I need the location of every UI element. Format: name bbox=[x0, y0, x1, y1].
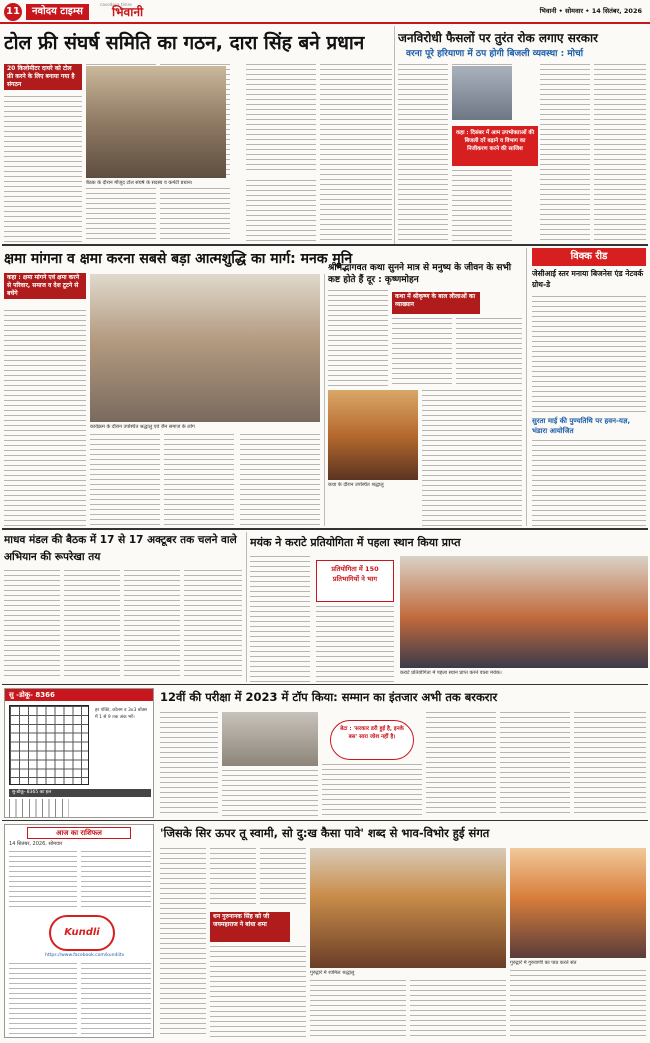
madhav-body-1 bbox=[4, 570, 60, 680]
section-name: भिवानी bbox=[112, 5, 144, 19]
page-number: 11 bbox=[4, 3, 22, 21]
power-body-1 bbox=[398, 64, 448, 242]
bhagwat-body-3 bbox=[456, 318, 522, 386]
masthead bbox=[0, 0, 650, 24]
bhagwat-body-4 bbox=[422, 390, 522, 526]
sudoku-box bbox=[4, 688, 154, 818]
mayank-photo bbox=[400, 556, 648, 668]
exam-photo bbox=[222, 712, 318, 766]
power-body-3 bbox=[452, 170, 512, 242]
rashifal-text-4 bbox=[81, 963, 151, 1035]
rashifal-box bbox=[4, 824, 154, 1038]
paper-name: नवोदय टाइम्स bbox=[26, 4, 89, 20]
sangat-body-3 bbox=[210, 946, 306, 1038]
toll-body-6 bbox=[86, 188, 156, 242]
toll-subhead: 20 किलोमीटर दायरे को टोल फ्री करने के लिए बनाया गया है संगठन bbox=[4, 64, 82, 90]
sangat-body-5 bbox=[310, 980, 406, 1038]
kick-headline-2: सुरता माई की पुण्यतिथि पर हवन-यज्ञ, भंडारा आयोजित bbox=[532, 417, 631, 435]
sudoku-grid bbox=[9, 705, 89, 785]
power-quote-box: कहा : दिसंबर में आम उपभोक्ताओं की बिजली दरें बढ़ाने व विभाग का निजीकरण करने की साजिश bbox=[452, 126, 538, 166]
kshama-headline: क्षमा मांगना व क्षमा करना सबसे बड़ा आत्मशुद्धि का मार्ग: मनक मुनि bbox=[4, 251, 353, 267]
sudoku-title: सु -डोकू- 8366 bbox=[5, 689, 153, 701]
power-photo bbox=[452, 66, 512, 120]
sangat-photo-right bbox=[510, 848, 646, 958]
sangat-subhead: धन गुरुनानक सिंह को जी जयमहाराज ने बांधा शमा bbox=[210, 912, 290, 942]
toll-body-8 bbox=[246, 180, 316, 242]
kshama-caption: कार्यक्रम के दौरान उपस्थित श्रद्धालु एवं जैन समाज के लोग bbox=[90, 424, 195, 430]
sangat-body-4 bbox=[260, 848, 306, 908]
site-name: navodaya times bbox=[100, 2, 133, 7]
power-body-5 bbox=[594, 64, 646, 242]
sangat-headline: 'जिसके सिर ऊपर तू स्वामी, सो दु:ख कैसा पावे' शब्द से भाव-विभोर हुई संगत bbox=[160, 826, 490, 840]
sudoku-answer-grid bbox=[9, 799, 69, 817]
exam-body-2 bbox=[222, 770, 318, 816]
power-subhead: वरना पूरे हरियाणा में ठप होगी बिजली व्यवस्था : मोर्चा bbox=[406, 49, 584, 59]
rashifal-title: आज का राशिफल bbox=[27, 827, 131, 839]
sangat-photo-left bbox=[310, 848, 506, 968]
exam-body-6 bbox=[574, 712, 646, 816]
rashifal-text-1 bbox=[9, 851, 77, 911]
sangat-body-1 bbox=[160, 848, 206, 1038]
power-headline: जनविरोधी फैसलों पर तुरंत रोक लगाए सरकार bbox=[398, 31, 598, 45]
sudoku-hint: हर पंक्ति, कॉलम व 3x3 बॉक्स में 1 से 9 तक अंक भरें। bbox=[95, 708, 147, 720]
toll-body-4 bbox=[246, 64, 316, 174]
sangat-body-2 bbox=[210, 848, 256, 908]
sangat-body-7 bbox=[510, 970, 646, 1038]
rashifal-date: 14 सितंबर, 2026, सोमवार bbox=[9, 841, 63, 847]
kundli-logo bbox=[49, 915, 115, 951]
madhav-body-4 bbox=[184, 570, 242, 680]
kick-body-2 bbox=[532, 440, 646, 526]
madhav-body-3 bbox=[124, 570, 180, 680]
kshama-photo bbox=[90, 274, 320, 422]
exam-body-3 bbox=[322, 764, 422, 816]
madhav-headline: माधव मंडल की बैठक में 17 से 17 अक्टूबर तक चलने वाले अभियान की रूपरेखा तय bbox=[4, 534, 237, 563]
exam-body-5 bbox=[500, 712, 570, 816]
madhav-body-2 bbox=[64, 570, 120, 680]
exam-headline: 12वीं की परीक्षा में 2023 में टॉप किया: सम्मान का इंतजार अभी तक बरकरार bbox=[160, 690, 498, 704]
toll-body-1 bbox=[4, 96, 82, 242]
kshama-body-1 bbox=[4, 310, 86, 526]
dateline: भिवानी • सोमवार • 14 सितंबर, 2026 bbox=[539, 7, 642, 15]
kshama-subhead: कहा : क्षमा मांगने एवं क्षमा करने से परिवार, समाज व देश टूटने से बचेंगे bbox=[4, 273, 86, 299]
bhagwat-body-1 bbox=[328, 290, 388, 386]
kundli-brand: Kundli bbox=[64, 927, 100, 938]
bhagwat-subhead: कथा में श्रीकृष्ण के बाल लीलाओं का व्याख्यान bbox=[392, 292, 480, 314]
toll-body-7 bbox=[160, 188, 230, 242]
bhagwat-caption: कथा के दौरान उपस्थित श्रद्धालु bbox=[328, 482, 384, 488]
toll-headline: टोल फ्री संघर्ष समिति का गठन, दारा सिंह बने प्रधान bbox=[4, 32, 365, 54]
mayank-body-2 bbox=[316, 606, 394, 682]
sudoku-answer-label: सु-डोकू- 8365 का हल bbox=[9, 789, 151, 797]
kick-badge: विक्‍क रीड bbox=[532, 248, 646, 266]
toll-caption: बैठक के दौरान मौजूद टोल संघर्ष के सदस्य व कमेटी प्रधान। bbox=[86, 180, 193, 186]
sangat-caption-left: गुरुद्वारे में शामिल श्रद्धालु bbox=[310, 970, 355, 976]
mayank-tag: प्रतियोगिता में 150 प्रतिभागियों ने भाग bbox=[316, 560, 394, 602]
kshama-body-4 bbox=[240, 434, 320, 526]
kshama-body-3 bbox=[164, 434, 234, 526]
mayank-headline: मयंक ने कराटे प्रतियोगिता में पहला स्थान किया प्राप्त bbox=[250, 536, 461, 549]
bhagwat-headline: श्रीमद्भागवत कथा सुनने मात्र से मनुष्य के जीवन के सभी कष्ट होते हैं दूर : कृष्णमोहन bbox=[328, 263, 512, 285]
exam-quote: बेटा : 'सरकार डरी हुई है, इनके बस' सारा जोश नहीं है। bbox=[330, 720, 414, 760]
exam-body-1 bbox=[160, 712, 218, 816]
kshama-body-2 bbox=[90, 434, 160, 526]
sangat-caption-right: गुरुद्वारे में गुरुवाणी का पाठ करते संत bbox=[510, 960, 577, 966]
kundli-facebook: https://www.facebook.com/kundlitv bbox=[45, 953, 125, 958]
kick-body-1 bbox=[532, 296, 646, 414]
toll-photo bbox=[86, 66, 226, 178]
bhagwat-photo bbox=[328, 390, 418, 480]
mayank-caption: कराटे प्रतियोगिता में पहला स्थान प्राप्त करने वाला मयंक। bbox=[400, 670, 502, 676]
kick-headline: जेसीआई स्तर मनाया बिजनेस एंड नेटवर्क ग्रोथ-डे bbox=[532, 269, 644, 289]
mayank-body-1 bbox=[250, 556, 310, 682]
exam-body-4 bbox=[426, 712, 496, 816]
rashifal-text-3 bbox=[9, 963, 77, 1035]
sangat-body-6 bbox=[410, 980, 506, 1038]
toll-body-5 bbox=[320, 64, 392, 242]
power-body-4 bbox=[540, 64, 590, 242]
bhagwat-body-2 bbox=[392, 318, 452, 386]
rashifal-text-2 bbox=[81, 851, 151, 911]
